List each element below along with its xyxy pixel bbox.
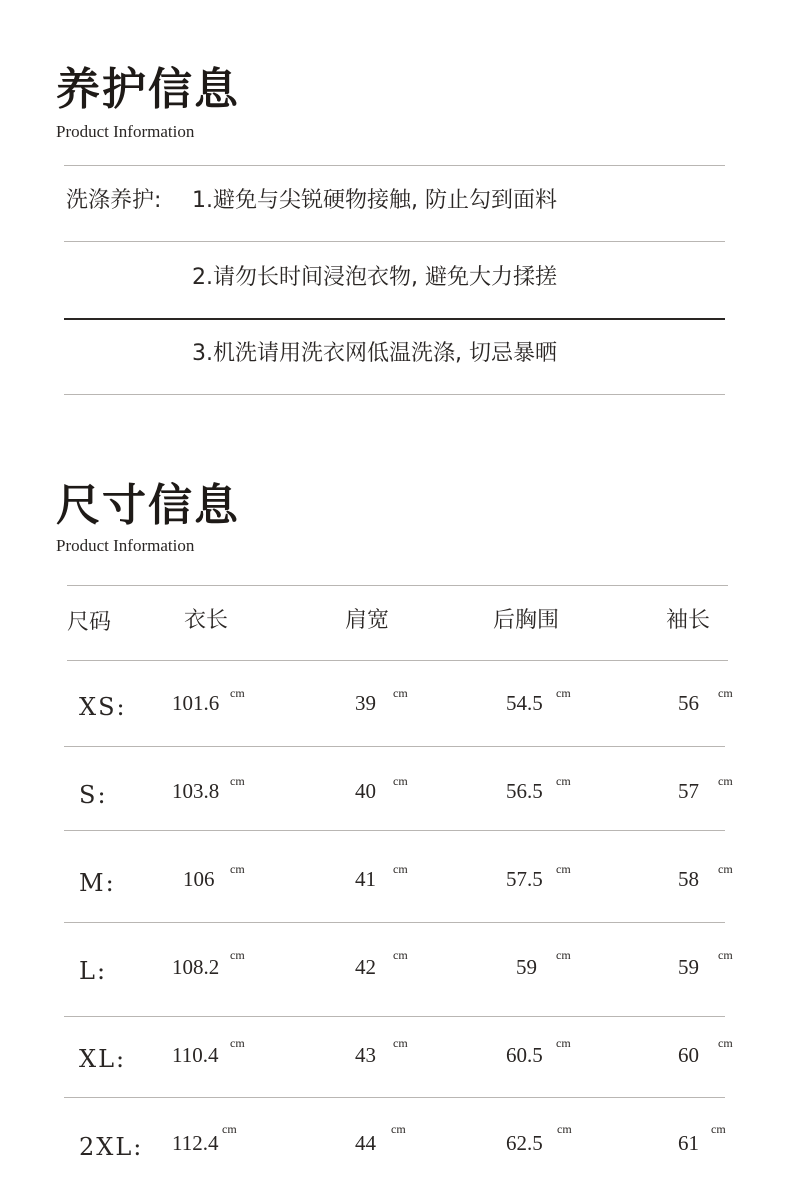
- size-label: 2XL:: [79, 1133, 144, 1161]
- value-shoulder: 40: [355, 779, 376, 803]
- unit-label: cm: [230, 774, 245, 788]
- row-divider: [64, 922, 725, 923]
- size-label: S:: [79, 781, 108, 809]
- value-length: 106: [183, 867, 215, 891]
- value-sleeve: 57: [678, 779, 699, 803]
- unit-label: cm: [393, 948, 408, 962]
- care-line-1: 1.避免与尖锐硬物接触, 防止勾到面料: [192, 188, 557, 213]
- value-shoulder: 43: [355, 1043, 376, 1067]
- value-chest: 62.5: [506, 1131, 543, 1155]
- size-label: L:: [79, 957, 108, 985]
- header-chest: 后胸围: [493, 608, 560, 633]
- care-label: 洗涤养护:: [66, 188, 162, 213]
- unit-label: cm: [393, 686, 408, 700]
- unit-label: cm: [230, 862, 245, 876]
- size-label: XS:: [79, 693, 127, 721]
- care-divider-top: [64, 165, 725, 166]
- row-divider: [64, 830, 725, 831]
- size-title: 尺寸信息: [56, 480, 240, 531]
- size-subtitle: Product Information: [56, 536, 195, 555]
- unit-label: cm: [222, 1122, 237, 1136]
- unit-label: cm: [718, 686, 733, 700]
- value-chest: 54.5: [506, 691, 543, 715]
- unit-label: cm: [393, 1036, 408, 1050]
- size-table-divider-header: [67, 660, 728, 661]
- value-shoulder: 44: [355, 1131, 376, 1155]
- row-divider: [64, 746, 725, 747]
- unit-label: cm: [557, 1122, 572, 1136]
- unit-label: cm: [556, 774, 571, 788]
- unit-label: cm: [718, 1036, 733, 1050]
- value-chest: 57.5: [506, 867, 543, 891]
- header-shoulder: 肩宽: [345, 608, 390, 633]
- value-sleeve: 59: [678, 955, 699, 979]
- unit-label: cm: [556, 686, 571, 700]
- value-shoulder: 41: [355, 867, 376, 891]
- header-length: 衣长: [184, 608, 229, 633]
- row-divider: [64, 1097, 725, 1098]
- value-length: 108.2: [172, 955, 220, 979]
- unit-label: cm: [393, 774, 408, 788]
- size-label: XL:: [79, 1045, 127, 1073]
- care-divider-2: [64, 318, 725, 320]
- unit-label: cm: [718, 862, 733, 876]
- row-divider: [64, 1016, 725, 1017]
- unit-label: cm: [230, 948, 245, 962]
- care-line-2: 2.请勿长时间浸泡衣物, 避免大力揉搓: [192, 265, 557, 290]
- unit-label: cm: [556, 948, 571, 962]
- value-length: 103.8: [172, 779, 220, 803]
- care-line-3: 3.机洗请用洗衣网低温洗涤, 切忌暴晒: [192, 341, 557, 366]
- unit-label: cm: [711, 1122, 726, 1136]
- unit-label: cm: [556, 862, 571, 876]
- care-title: 养护信息: [56, 64, 240, 115]
- value-length: 110.4: [172, 1043, 219, 1067]
- unit-label: cm: [718, 774, 733, 788]
- header-sleeve: 袖长: [666, 608, 711, 633]
- value-chest: 59: [516, 955, 537, 979]
- value-length: 101.6: [172, 691, 220, 715]
- value-chest: 56.5: [506, 779, 543, 803]
- value-shoulder: 42: [355, 955, 376, 979]
- value-chest: 60.5: [506, 1043, 543, 1067]
- care-divider-1: [64, 241, 725, 242]
- value-sleeve: 58: [678, 867, 699, 891]
- value-shoulder: 39: [355, 691, 376, 715]
- value-sleeve: 61: [678, 1131, 699, 1155]
- value-length: 112.4: [172, 1131, 219, 1155]
- unit-label: cm: [230, 686, 245, 700]
- unit-label: cm: [556, 1036, 571, 1050]
- care-divider-bottom: [64, 394, 725, 395]
- value-sleeve: 60: [678, 1043, 699, 1067]
- care-subtitle: Product Information: [56, 122, 195, 141]
- header-size: 尺码: [67, 610, 112, 635]
- size-table-divider-top: [67, 585, 728, 586]
- value-sleeve: 56: [678, 691, 699, 715]
- unit-label: cm: [393, 862, 408, 876]
- unit-label: cm: [230, 1036, 245, 1050]
- unit-label: cm: [718, 948, 733, 962]
- size-label: M:: [79, 869, 116, 897]
- unit-label: cm: [391, 1122, 406, 1136]
